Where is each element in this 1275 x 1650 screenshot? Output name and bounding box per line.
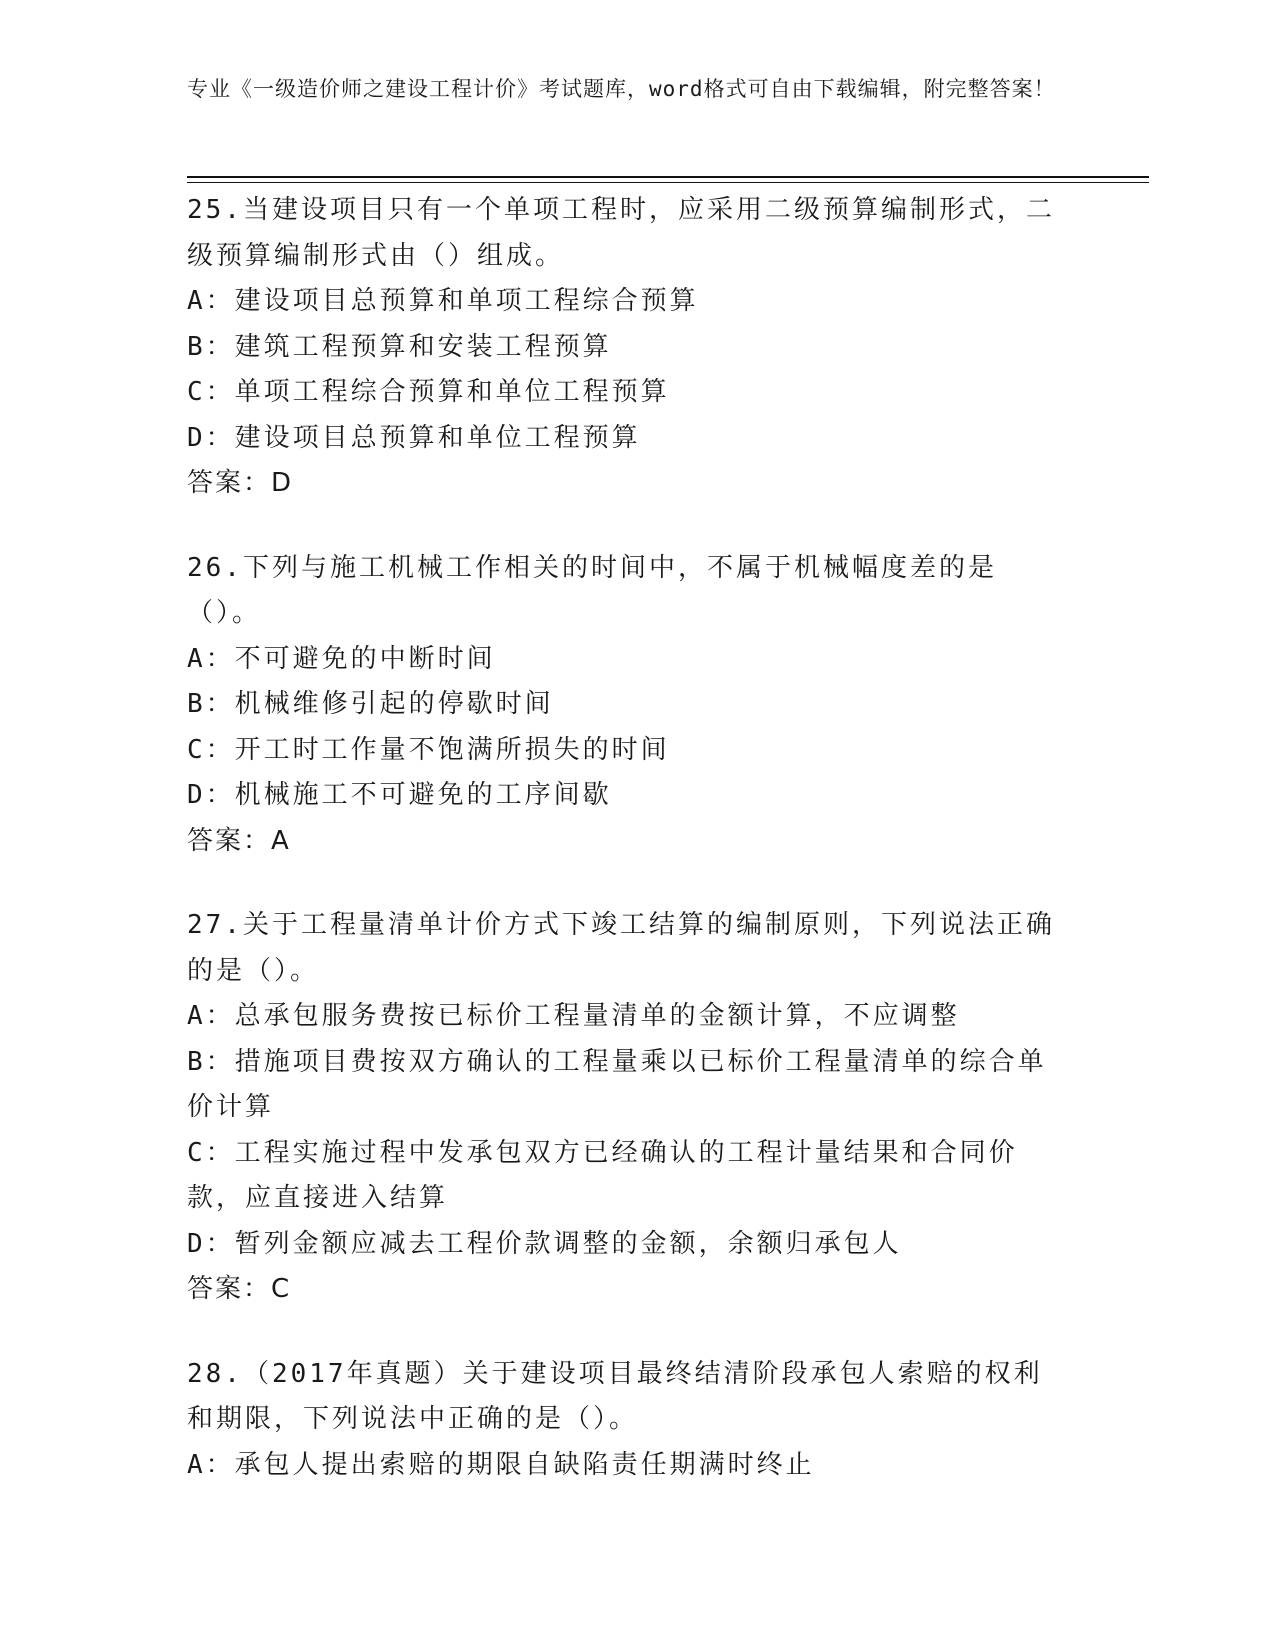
header-rule-thin xyxy=(187,182,1149,183)
option-a: A：不可避免的中断时间 xyxy=(187,643,496,674)
question-stem: 27.关于工程量清单计价方式下竣工结算的编制原则，下列说法正确的是（）。 xyxy=(187,910,1055,986)
option-d: D：暂列金额应减去工程价款调整的金额，余额归承包人 xyxy=(187,1228,902,1259)
question-stem: 28.（2017年真题）关于建设项目最终结清阶段承包人索赔的权利和期限，下列说法中正确的是（）。 xyxy=(187,1358,1043,1434)
question-stem: 26.下列与施工机械工作相关的时间中，不属于机械幅度差的是（）。 xyxy=(187,552,997,628)
question-27 xyxy=(187,903,1067,1313)
option-c: C：开工时工作量不饱满所损失的时间 xyxy=(187,734,670,765)
option-a: A：建设项目总预算和单项工程综合预算 xyxy=(187,286,699,316)
option-a: A：总承包服务费按已标价工程量清单的金额计算，不应调整 xyxy=(187,1001,960,1031)
option-b: B：措施项目费按双方确认的工程量乘以已标价工程量清单的综合单价计算 xyxy=(187,1046,1047,1122)
question-list xyxy=(187,188,1067,1527)
option-d: D：建设项目总预算和单位工程预算 xyxy=(187,422,641,453)
option-b: B：建筑工程预算和安装工程预算 xyxy=(187,331,612,362)
option-b: B：机械维修引起的停歇时间 xyxy=(187,689,554,719)
option-c: C：工程实施过程中发承包双方已经确认的工程计量结果和合同价款，应直接进入结算 xyxy=(187,1137,1018,1213)
question-25 xyxy=(187,188,1067,507)
answer-line: 答案：A xyxy=(187,825,291,856)
option-d: D：机械施工不可避免的工序间歇 xyxy=(187,780,612,810)
answer-line: 答案：D xyxy=(187,468,294,498)
question-stem: 25.当建设项目只有一个单项工程时，应采用二级预算编制形式，二级预算编制形式由（）组成。 xyxy=(187,195,1055,271)
option-a: A：承包人提出索赔的期限自缺陷责任期满时终止 xyxy=(187,1449,815,1480)
question-28 xyxy=(187,1352,1067,1489)
question-26 xyxy=(187,546,1067,865)
option-c: C：单项工程综合预算和单位工程预算 xyxy=(187,377,670,407)
header-rule-thick xyxy=(187,176,1149,178)
answer-line: 答案：C xyxy=(187,1274,292,1304)
document-header: 专业《一级造价师之建设工程计价》考试题库，word格式可自由下载编辑，附完整答案！ xyxy=(187,77,1056,101)
